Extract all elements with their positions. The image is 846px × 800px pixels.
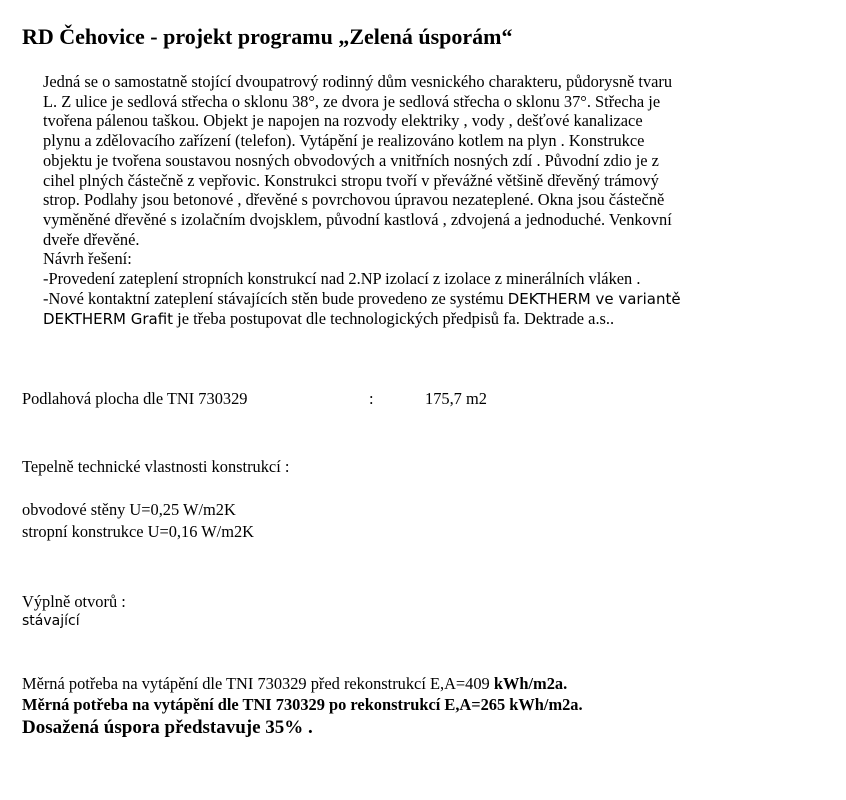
intro-line: Jedná se o samostatně stojící dvoupatrový rodinný dům vesnického charakteru, půdorysně tvaru xyxy=(43,72,673,91)
floor-area-colon: : xyxy=(369,389,374,408)
floor-area-value: 175,7 m2 xyxy=(425,389,487,408)
proposal-text: je třeba postupovat dle technologických předpisů fa. Dektrade a.s.. xyxy=(173,309,615,329)
ceiling-u-value: stropní konstrukce U=0,16 W/m2K xyxy=(22,522,255,541)
intro-line: dveře dřevěné. xyxy=(43,229,140,249)
energy-after: Měrná potřeba na vytápění dle TNI 730329 po rekonstrukcí E,A=265 kWh/m2a. xyxy=(22,695,583,714)
proposal-text: -Nové kontaktní zateplení stávajících stěn bude provedeno ze systému xyxy=(43,288,508,308)
intro-line: vyměněné dřevěné s izolačním dvojsklem, původní kastlová , zdvojená a jednoduché. Venkovní xyxy=(43,209,672,229)
intro-line: plynu a zdělovacího zařízení (telefon). Vytápění je realizováno kotlem na plyn . Konstrukce xyxy=(43,131,645,151)
document-title: RD Čehovice - projekt programu „Zelená úsporám“ xyxy=(22,24,513,49)
energy-before-text: Měrná potřeba na vytápění dle TNI 730329 před rekonstrukcí E,A=409 xyxy=(22,674,494,693)
energy-before-row xyxy=(22,674,567,694)
floor-area-row xyxy=(22,389,487,409)
energy-before-unit: kWh/m2a. xyxy=(493,674,568,693)
intro-line: tvořena pálenou taškou. Objekt je napojen na rozvody elektriky , vody , dešťové kanalizace xyxy=(43,111,643,131)
system-name: DEKTHERM ve variantě xyxy=(507,289,681,308)
proposal-item-continued xyxy=(43,309,823,330)
intro-paragraph xyxy=(43,72,823,330)
intro-line: strop. Podlahy jsou betonové , dřevěné s povrchovou úpravou nezateplené. Okna jsou částečně xyxy=(43,190,665,210)
floor-area-label: Podlahová plocha dle TNI 730329 xyxy=(22,389,248,408)
intro-line: L. Z ulice je sedlová střecha o sklonu 38°, ze dvora je sedlová střecha o sklonu 37°. Střecha je xyxy=(43,91,661,111)
openings-heading: Výplně otvorů : xyxy=(22,592,126,611)
walls-u-value: obvodové stěny U=0,25 W/m2K xyxy=(22,500,236,519)
proposal-item: -Provedení zateplení stropních konstrukcí nad 2.NP izolací z izolace z minerálních vláken . xyxy=(43,269,641,289)
system-variant: DEKTHERM Grafit xyxy=(43,310,174,329)
intro-line: objektu je tvořena soustavou nosných obvodových a vnitřních nosných zdí . Původní zdio je z xyxy=(43,150,659,170)
proposal-item xyxy=(43,289,823,310)
openings-value: stávající xyxy=(22,613,80,629)
intro-line: cihel plných částečně z vepřovic. Konstrukci stropu tvoří v převážné většině dřevěný trámový xyxy=(43,170,659,190)
proposal-heading: Návrh řešení: xyxy=(43,249,132,269)
thermal-heading: Tepelně technické vlastnosti konstrukcí : xyxy=(22,457,290,476)
energy-saving: Dosažená úspora představuje 35% . xyxy=(22,717,313,738)
